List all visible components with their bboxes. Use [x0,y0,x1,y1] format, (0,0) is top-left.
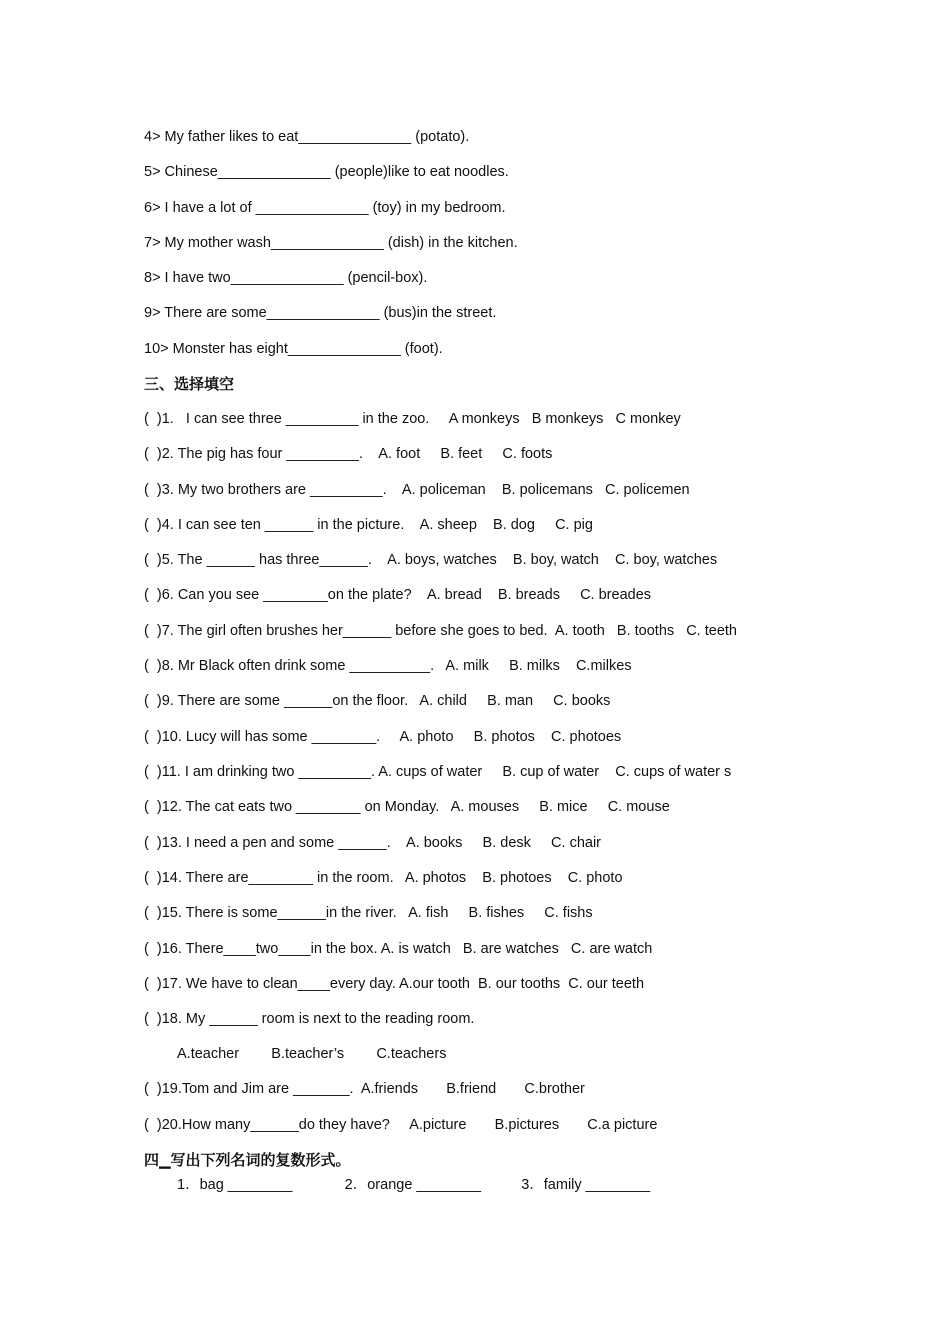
question-1: ( )1. I can see three _________ in the zoo. A monkeys B monkeys C monkey [144,411,681,427]
question-18-options: A.teacher B.teacher’s C.teachers [177,1046,447,1062]
question-16: ( )16. There____two____in the box. A. is watch B. are watches C. are watch [144,941,653,957]
question-3: ( )3. My two brothers are _________. A. policeman B. policemans C. policemen [144,482,690,498]
question-14: ( )14. There are________ in the room. A. photos B. photoes C. photo [144,870,623,886]
question-6: ( )6. Can you see ________on the plate? A. bread B. breads C. breades [144,587,652,603]
question-2: ( )2. The pig has four _________. A. foot B. feet C. foots [144,446,553,462]
question-10: ( )10. Lucy will has some ________. A. photo B. photos C. photoes [144,729,622,745]
question-7: ( )7. The girl often brushes her______ before she goes to bed. A. tooth B. tooths C. teeth [144,623,737,639]
fill-item-8: 8> I have two______________ (pencil-box). [144,270,428,286]
question-5: ( )5. The ______ has three______. A. boys, watches B. boy, watch C. boy, watches [144,552,718,568]
question-8: ( )8. Mr Black often drink some __________. A. milk B. milks C.milkes [144,658,632,674]
section-4-items: 1．bag ________ 2．orange ________ 3．family ________ [177,1177,651,1193]
fill-item-10: 10> Monster has eight______________ (foot). [144,341,443,357]
question-9: ( )9. There are some ______on the floor. A. child B. man C. books [144,693,611,709]
fill-item-6: 6> I have a lot of ______________ (toy) in my bedroom. [144,200,506,216]
question-4: ( )4. I can see ten ______ in the picture. A. sheep B. dog C. pig [144,517,593,533]
section-4-title: 四▁写出下列名词的复数形式。 [144,1152,351,1169]
fill-item-9: 9> There are some______________ (bus)in the street. [144,305,497,321]
question-18: ( )18. My ______ room is next to the reading room. [144,1011,475,1027]
question-20: ( )20.How many______do they have? A.picture B.pictures C.a picture [144,1117,658,1133]
fill-item-5: 5> Chinese______________ (people)like to eat noodles. [144,164,509,180]
question-15: ( )15. There is some______in the river. A. fish B. fishes C. fishs [144,905,593,921]
question-12: ( )12. The cat eats two ________ on Monday. A. mouses B. mice C. mouse [144,799,670,815]
question-19: ( )19.Tom and Jim are _______. A.friends B.friend C.brother [144,1081,585,1097]
question-17: ( )17. We have to clean____every day. A.our tooth B. our tooths C. our teeth [144,976,645,992]
section-3-title: 三、选择填空 [144,376,235,393]
fill-item-7: 7> My mother wash______________ (dish) in the kitchen. [144,235,518,251]
question-11: ( )11. I am drinking two _________. A. cups of water B. cup of water C. cups of water s [144,764,732,780]
fill-item-4: 4> My father likes to eat______________ (potato). [144,129,470,145]
question-13: ( )13. I need a pen and some ______. A. books B. desk C. chair [144,835,602,851]
